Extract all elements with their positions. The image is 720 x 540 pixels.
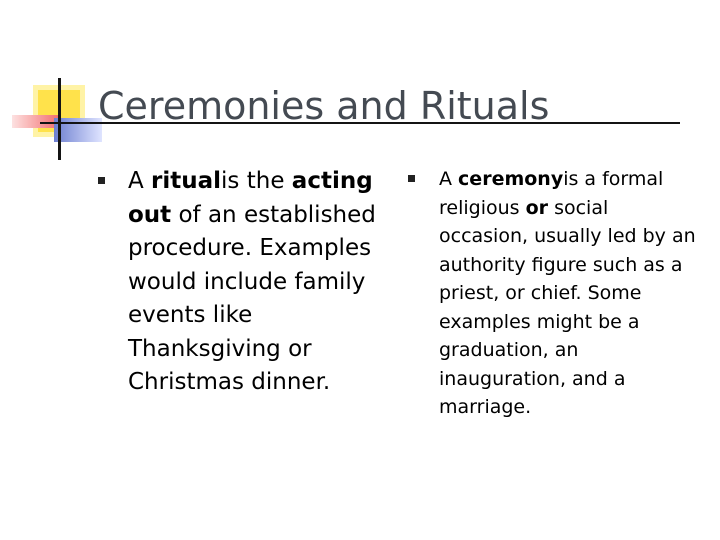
ceremony-term: ceremony	[458, 168, 564, 190]
or-term: or	[525, 196, 549, 219]
bullet-item-ritual	[98, 165, 398, 400]
square-bullet-icon	[408, 175, 415, 182]
bullet-text	[439, 165, 698, 422]
ritual-text-2: is the	[221, 168, 292, 194]
ritual-text-1: A	[128, 168, 152, 194]
acting-out-term: acting out	[128, 168, 373, 228]
slide-title: Ceremonies and Rituals	[98, 84, 550, 128]
square-bullet-icon	[98, 177, 105, 184]
ceremony-text-2: is a formal religious	[439, 168, 664, 219]
ritual-text-3: of an established procedure. Examples would include family events like Thanksgiving or Christmas dinner.	[128, 201, 376, 395]
ceremony-text-3: social occasion, usually led by an authority figure such as a priest, or chief. Some examples might be a graduation, an inauguration, and a marriage.	[439, 196, 696, 418]
ritual-term: ritual	[151, 168, 222, 194]
decorative-vertical-line	[58, 78, 61, 160]
left-column	[98, 165, 398, 400]
ceremony-text-1: A	[439, 168, 459, 190]
bullet-item-ceremony	[408, 165, 698, 422]
right-column	[408, 165, 698, 422]
bullet-text	[128, 165, 398, 400]
